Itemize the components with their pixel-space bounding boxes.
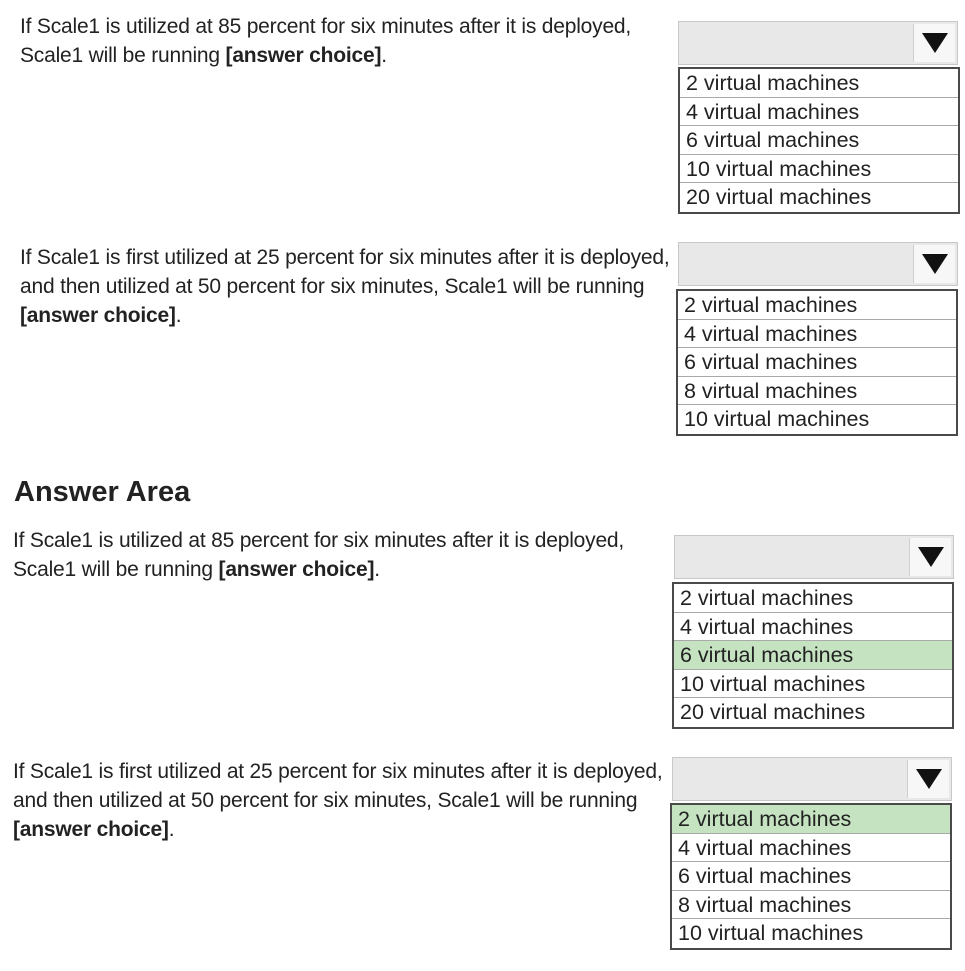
question-1-dropdown[interactable] [678, 21, 958, 65]
answer-1-period: . [374, 558, 380, 581]
caret-down-icon [922, 254, 948, 274]
answer-2-dropdown[interactable] [672, 757, 952, 801]
question-2-options [676, 289, 958, 436]
option[interactable]: 6 virtual machines [678, 348, 956, 377]
answer-2-text [13, 757, 663, 844]
caret-down-icon [922, 33, 948, 53]
option[interactable]: 6 virtual machines [672, 862, 950, 891]
option[interactable]: 2 virtual machines [680, 69, 958, 98]
question-1-dropdown-button[interactable] [913, 24, 955, 62]
option[interactable]: 10 virtual machines [678, 921, 864, 946]
answer-1-placeholder: [answer choice] [218, 558, 375, 581]
question-2-prompt: If Scale1 is first utilized at 25 percent for six minutes after it is deployed, and then utilized at 50 percent for six minutes, Scale1 will be running [20, 246, 670, 298]
option[interactable]: 4 virtual machines [678, 320, 956, 349]
answer-1-options [672, 582, 954, 729]
option-selected[interactable]: 6 virtual machines [674, 641, 952, 670]
question-1-period: . [381, 44, 387, 67]
question-1-text [20, 12, 640, 70]
question-1-prompt: If Scale1 is utilized at 85 percent for six minutes after it is deployed, Scale1 will be running [20, 15, 632, 67]
question-2-dropdown-button[interactable] [913, 245, 955, 283]
option[interactable]: 8 virtual machines [678, 377, 956, 406]
option[interactable]: 10 virtual machines [684, 407, 870, 432]
answer-2-dropdown-button[interactable] [907, 760, 949, 798]
question-1-placeholder: [answer choice] [225, 44, 382, 67]
option[interactable]: 10 virtual machines [674, 670, 952, 699]
option[interactable]: 4 virtual machines [680, 98, 958, 127]
question-2-period: . [175, 304, 182, 327]
answer-2-period: . [168, 818, 175, 841]
option[interactable]: 4 virtual machines [674, 613, 952, 642]
option[interactable]: 6 virtual machines [680, 126, 958, 155]
option[interactable]: 20 virtual machines [680, 700, 866, 725]
question-1-options [678, 67, 960, 214]
caret-down-icon [916, 769, 942, 789]
answer-1-dropdown-button[interactable] [909, 538, 951, 576]
answer-1-text [13, 526, 633, 584]
answer-2-placeholder: [answer choice] [13, 818, 169, 841]
question-2-dropdown[interactable] [678, 242, 958, 286]
answer-2-prompt: If Scale1 is first utilized at 25 percent for six minutes after it is deployed, and then utilized at 50 percent for six minutes, Scale1 will be running [13, 760, 663, 812]
option[interactable]: 4 virtual machines [672, 834, 950, 863]
answer-1-dropdown[interactable] [674, 535, 954, 579]
question-2-placeholder: [answer choice] [20, 304, 176, 327]
option[interactable]: 10 virtual machines [680, 155, 958, 184]
answer-2-options [670, 803, 952, 950]
answer-1-prompt: If Scale1 is utilized at 85 percent for six minutes after it is deployed, Scale1 will be running [13, 529, 625, 581]
option[interactable]: 2 virtual machines [674, 584, 952, 613]
option[interactable]: 8 virtual machines [672, 891, 950, 920]
question-2-text [20, 243, 670, 330]
option[interactable]: 2 virtual machines [678, 291, 956, 320]
caret-down-icon [918, 547, 944, 567]
answer-area-title: Answer Area [14, 476, 191, 508]
option[interactable]: 20 virtual machines [686, 185, 872, 210]
option-selected[interactable]: 2 virtual machines [672, 805, 950, 834]
